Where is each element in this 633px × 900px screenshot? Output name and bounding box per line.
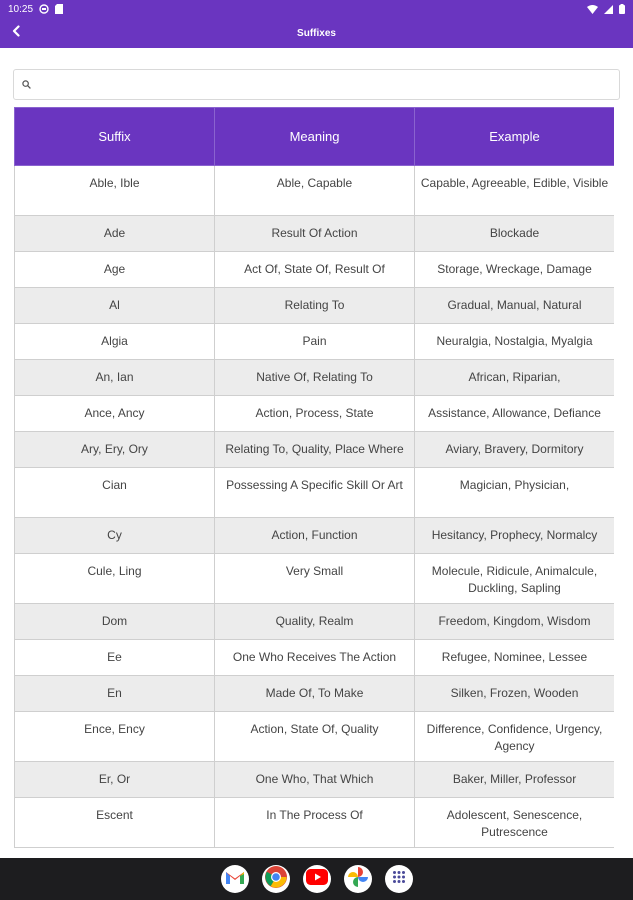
- cell-suffix: Ence, Ency: [15, 712, 215, 762]
- table-row[interactable]: [15, 396, 615, 432]
- table-row[interactable]: [15, 468, 615, 518]
- table-row[interactable]: [15, 288, 615, 324]
- cell-meaning: Possessing A Specific Skill Or Art: [215, 468, 415, 518]
- cell-meaning: Native Of, Relating To: [215, 360, 415, 396]
- cell-example: Baker, Miller, Professor: [415, 762, 615, 798]
- table-row[interactable]: [15, 252, 615, 288]
- cell-suffix: Escent: [15, 798, 215, 848]
- cell-example: Difference, Confidence, Urgency, Agency: [415, 712, 615, 762]
- cell-example: Assistance, Allowance, Defiance: [415, 396, 615, 432]
- cell-suffix: Al: [15, 288, 215, 324]
- battery-icon: [619, 4, 625, 14]
- youtube-icon: [306, 869, 328, 890]
- cell-suffix: Ary, Ery, Ory: [15, 432, 215, 468]
- cell-meaning: Act Of, State Of, Result Of: [215, 252, 415, 288]
- cell-suffix: Cian: [15, 468, 215, 518]
- cell-suffix: Er, Or: [15, 762, 215, 798]
- cell-example: Capable, Agreeable, Edible, Visible: [415, 166, 615, 216]
- taskbar: [0, 858, 633, 900]
- cell-meaning: Very Small: [215, 554, 415, 604]
- gmail-app[interactable]: [221, 865, 249, 893]
- search-bar[interactable]: [13, 69, 620, 100]
- cell-suffix: Cy: [15, 518, 215, 554]
- cell-suffix: An, Ian: [15, 360, 215, 396]
- gmail-icon: [225, 869, 245, 890]
- back-button[interactable]: [6, 23, 26, 43]
- cell-suffix: Cule, Ling: [15, 554, 215, 604]
- cell-meaning: Action, State Of, Quality: [215, 712, 415, 762]
- cell-suffix: Algia: [15, 324, 215, 360]
- cell-meaning: Made Of, To Make: [215, 676, 415, 712]
- youtube-app[interactable]: [303, 865, 331, 893]
- table-row[interactable]: [15, 216, 615, 252]
- app-bar: [0, 18, 633, 48]
- cell-suffix: En: [15, 676, 215, 712]
- table-row[interactable]: [15, 360, 615, 396]
- table-row[interactable]: [15, 712, 615, 762]
- table-row[interactable]: [15, 640, 615, 676]
- cell-meaning: Relating To, Quality, Place Where: [215, 432, 415, 468]
- cell-suffix: Ee: [15, 640, 215, 676]
- cell-meaning: Quality, Realm: [215, 604, 415, 640]
- cell-example: Gradual, Manual, Natural: [415, 288, 615, 324]
- page-title: Suffixes: [297, 27, 336, 39]
- app-drawer-icon: [392, 870, 406, 889]
- status-time: 10:25: [8, 3, 34, 15]
- table-row[interactable]: [15, 324, 615, 360]
- table-row[interactable]: [15, 554, 615, 604]
- cell-example: Neuralgia, Nostalgia, Myalgia: [415, 324, 615, 360]
- table-row[interactable]: [15, 676, 615, 712]
- cell-meaning: Action, Function: [215, 518, 415, 554]
- cell-example: Freedom, Kingdom, Wisdom: [415, 604, 615, 640]
- table-row[interactable]: [15, 762, 615, 798]
- table-row[interactable]: [15, 432, 615, 468]
- wifi-icon: [587, 5, 598, 14]
- cell-meaning: One Who Receives The Action: [215, 640, 415, 676]
- table-row[interactable]: [15, 518, 615, 554]
- cell-suffix: Able, Ible: [15, 166, 215, 216]
- cell-meaning: Relating To: [215, 288, 415, 324]
- cell-meaning: In The Process Of: [215, 798, 415, 848]
- photos-icon: [347, 866, 369, 893]
- table-row[interactable]: [15, 166, 615, 216]
- cell-example: Refugee, Nominee, Lessee: [415, 640, 615, 676]
- cell-suffix: Ance, Ancy: [15, 396, 215, 432]
- chrome-icon: [264, 865, 288, 894]
- cell-example: Blockade: [415, 216, 615, 252]
- cell-meaning: Result Of Action: [215, 216, 415, 252]
- cell-example: Hesitancy, Prophecy, Normalcy: [415, 518, 615, 554]
- cell-suffix: Ade: [15, 216, 215, 252]
- cell-suffix: Dom: [15, 604, 215, 640]
- header-suffix: Suffix: [15, 108, 215, 166]
- header-example: Example: [415, 108, 615, 166]
- cell-meaning: Action, Process, State: [215, 396, 415, 432]
- signal-icon: [604, 5, 613, 14]
- table-row[interactable]: [15, 604, 615, 640]
- cell-example: Magician, Physician,: [415, 468, 615, 518]
- chevron-left-icon: [11, 24, 21, 42]
- cell-example: Molecule, Ridicule, Animalcule, Duckling, Sapling: [415, 554, 615, 604]
- search-input[interactable]: [37, 70, 619, 99]
- table-header-row: [15, 108, 615, 166]
- cell-example: Silken, Frozen, Wooden: [415, 676, 615, 712]
- search-icon: [22, 76, 31, 94]
- cell-example: African, Riparian,: [415, 360, 615, 396]
- cell-example: Storage, Wreckage, Damage: [415, 252, 615, 288]
- sd-card-icon: [55, 4, 63, 14]
- sync-icon: [39, 4, 49, 14]
- photos-app[interactable]: [344, 865, 372, 893]
- suffix-table[interactable]: [14, 107, 614, 858]
- cell-meaning: One Who, That Which: [215, 762, 415, 798]
- chrome-app[interactable]: [262, 865, 290, 893]
- cell-meaning: Able, Capable: [215, 166, 415, 216]
- status-bar: [0, 0, 633, 18]
- cell-example: Aviary, Bravery, Dormitory: [415, 432, 615, 468]
- cell-suffix: Age: [15, 252, 215, 288]
- app-drawer[interactable]: [385, 865, 413, 893]
- table-row[interactable]: [15, 798, 615, 848]
- cell-example: Adolescent, Senescence, Putrescence: [415, 798, 615, 848]
- cell-meaning: Pain: [215, 324, 415, 360]
- header-meaning: Meaning: [215, 108, 415, 166]
